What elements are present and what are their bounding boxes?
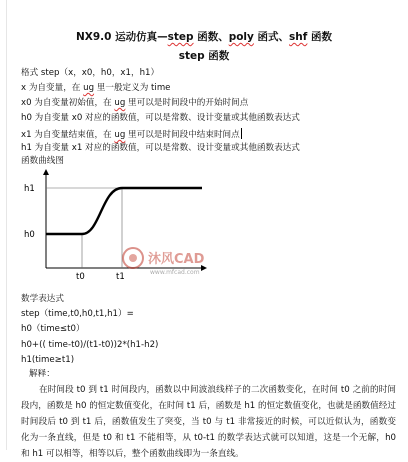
x-def-text: x 为自变量，在 [21, 83, 84, 93]
x1-def-ug: ug [114, 130, 126, 140]
page-left-border [6, 0, 7, 450]
h0-label: h0 [24, 230, 35, 240]
document-subtitle: step 函数 [178, 50, 230, 62]
document-title [0, 29, 408, 44]
title-prefix: NX9.0 运动仿真— [75, 31, 168, 43]
x-definition [21, 83, 170, 94]
watermark-logo [120, 244, 230, 278]
title-shf-word: shf [289, 31, 308, 43]
x0-def-text: x0 为自变量初始值，在 [21, 98, 115, 108]
math-case-3: h1(time≥t1) [21, 355, 75, 365]
math-header: 数学表达式 [21, 294, 64, 304]
x1-def-text: x1 为自变量结束值，在 [21, 130, 115, 140]
x0-def-text-2: 里可以是时间段中的开始时间点 [125, 98, 249, 108]
text-cursor[interactable] [241, 128, 242, 139]
x-def-text-2: 里一般定义为 time [94, 83, 171, 93]
explain-label: 解释： [29, 369, 55, 379]
math-case-2: h0+(( time-t0)/(t1-t0))2*(h1-h2) [21, 340, 159, 350]
title-step-word: step [167, 31, 194, 43]
x0-definition [21, 98, 248, 109]
math-case-1: h0（time≤t0） [21, 324, 85, 334]
explanation-paragraph: 在时间段 t0 到 t1 时间段内，函数以中间波浪线样子的二次函数变化，在时间 t0 之前的时间段内，函数是 h0 的恒定数值变化，在时间 t1 后，函数是 h1 的恒定数值变化，也就是函数值经过时间段后 t0 到 t1 后，函数值发生了突变，当 t0 与 t1 非常接近的时候，可以近似认为，函数变化为一条直线，但是 t0 和 t1 不能相等，从 t0-t1 的数学表达式就可以知道，这是一个无解，h0 和 h1 可以相等，相等以后，整个函数曲线即为一条直线。 [21, 385, 396, 459]
title-mid-2: 函式、 [253, 31, 290, 43]
x1-definition [21, 128, 242, 141]
math-formula: step（time,t0,h0,t1,h1）= [21, 309, 134, 319]
graph-caption: 函数曲线图 [21, 156, 64, 166]
x1-def-text-2: 里可以是时间段中结束时间点 [125, 130, 240, 140]
title-mid-1: 函数、 [193, 31, 229, 43]
title-poly-word: poly [228, 31, 254, 43]
t1-label: t1 [116, 272, 125, 280]
format-line: 格式 step（x，x0，h0，x1，h1） [21, 68, 160, 78]
watermark-url: www.mfcad.com [150, 269, 200, 276]
watermark-brand: 沐风CAD [148, 252, 205, 267]
x-def-ug: ug [83, 83, 95, 93]
title-suffix: 函数 [307, 31, 332, 43]
h0-definition: h0 为自变量 x0 对应的函数值，可以是常数、设计变量或其他函数表达式 [21, 113, 300, 123]
x0-def-ug: ug [114, 98, 126, 108]
watermark-dot-icon [129, 254, 137, 262]
step-curve [46, 188, 202, 234]
h1-definition: h1 为自变量 x1 对应的函数值，可以是常数、设计变量或其他函数表达式 [21, 143, 300, 153]
t0-label: t0 [76, 272, 85, 280]
h1-label: h1 [24, 184, 35, 194]
